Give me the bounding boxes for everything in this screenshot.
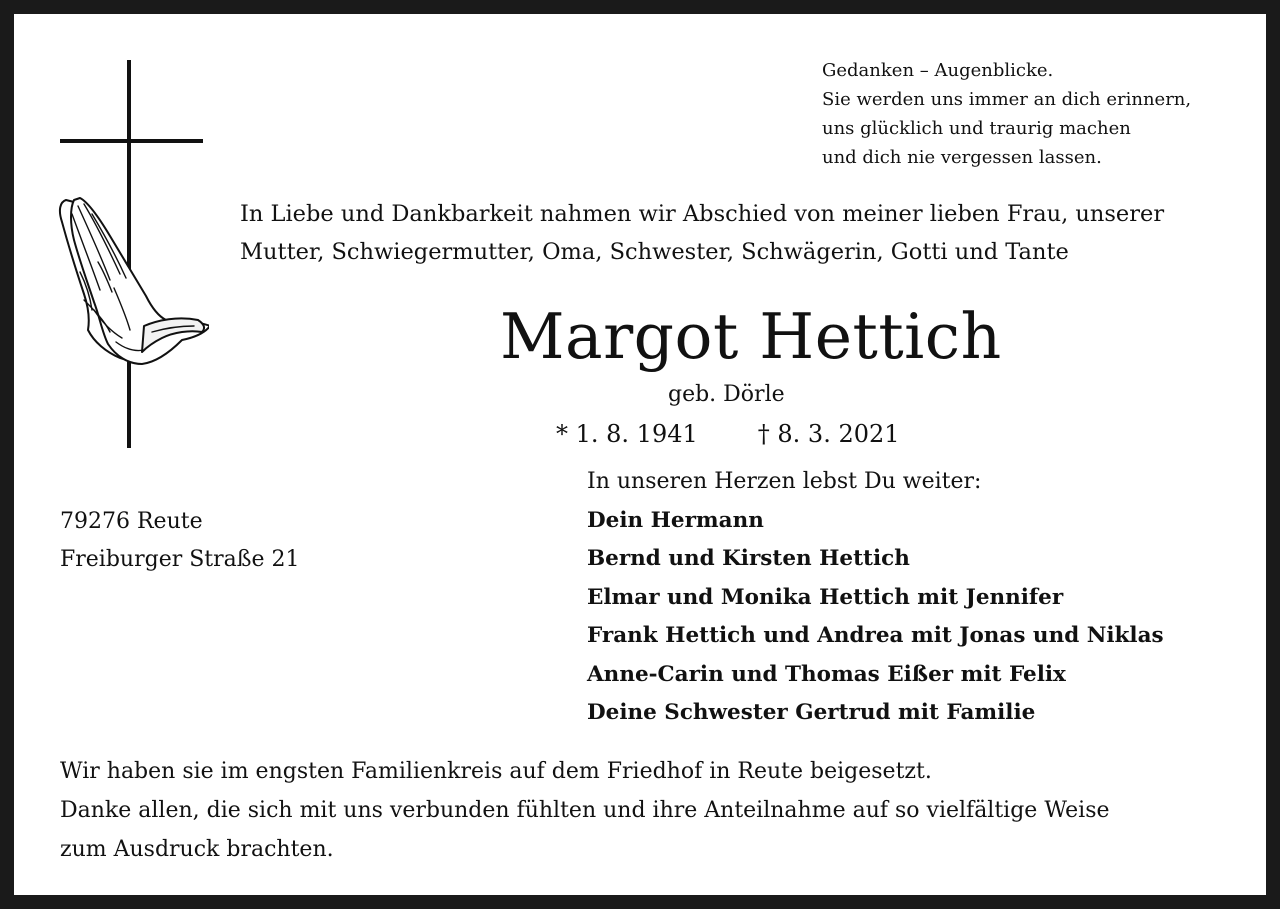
cross-horizontal-bar (60, 139, 203, 143)
mourner-name: Anne-Carin und Thomas Eißer mit Felix (587, 661, 1066, 687)
death-date: † 8. 3. 2021 (757, 420, 900, 448)
mourner-name: Elmar und Monika Hettich mit Jennifer (587, 584, 1064, 610)
closing-line: zum Ausdruck brachten. (60, 837, 334, 862)
address-street: Freiburger Straße 21 (60, 547, 300, 572)
intro-line: In Liebe und Dankbarkeit nahmen wir Abschied von meiner lieben Frau, unserer (240, 201, 1165, 227)
poem (822, 56, 1191, 172)
mourner-name: Dein Hermann (587, 507, 764, 533)
poem-line: uns glücklich und traurig machen (822, 118, 1131, 139)
birth-date: * 1. 8. 1941 (556, 420, 698, 448)
life-dates (556, 417, 900, 451)
mourner-name: Deine Schwester Gertrud mit Familie (587, 700, 1036, 725)
mourner-name: Frank Hettich und Andrea mit Jonas und Niklas (587, 623, 1164, 648)
poem-line: und dich nie vergessen lassen. (822, 147, 1102, 168)
poem-line: Sie werden uns immer an dich erinnern, (822, 89, 1192, 110)
mourner-name: Bernd und Kirsten Hettich (587, 546, 910, 571)
mourners-lead: In unseren Herzen lebst Du weiter: (587, 469, 982, 494)
deceased-name: Margot Hettich (500, 300, 1002, 373)
poem-line: Gedanken – Augenblicke. (822, 60, 1054, 81)
birth-name: geb. Dörle (668, 382, 785, 407)
intro-text (240, 195, 1164, 271)
closing-line: Danke allen, die sich mit uns verbunden fühlten und ihre Anteilnahme auf so vielfältige Weise (60, 798, 1110, 823)
address-city: 79276 Reute (60, 509, 203, 534)
intro-line: Mutter, Schwiegermutter, Oma, Schwester, Schwägerin, Gotti und Tante (240, 239, 1069, 265)
closing-line: Wir haben sie im engsten Familienkreis auf dem Friedhof in Reute beigesetzt. (60, 759, 932, 784)
obituary-card (14, 14, 1266, 895)
address (60, 503, 299, 579)
praying-hands-icon (54, 192, 209, 382)
mourners-list (587, 463, 1164, 733)
closing-text (60, 752, 1110, 869)
